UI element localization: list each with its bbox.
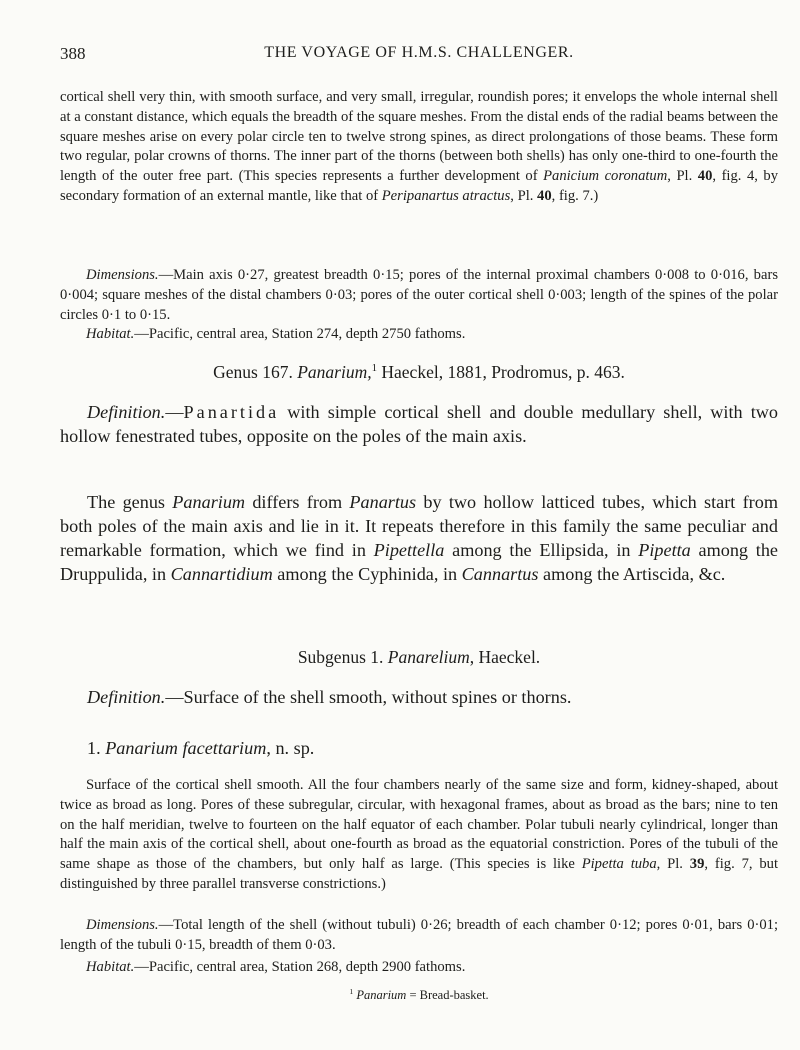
habitat-label: Habitat. [86,326,135,342]
definition-label: Definition. [87,402,166,422]
genus-definition: Definition.—Panartida with simple cortical shell and double medullary shell, with two hollow fenestrated tubes, opposite on the poles of the main axis. [60,402,778,446]
family-name: Panartida [183,402,280,422]
habitat-paragraph: Habitat.—Pacific, central area, Station 274, depth 2750 fathoms. [86,326,466,342]
subgenus-heading: Subgenus 1. Panarelium, Haeckel. [297,647,541,667]
running-title: THE VOYAGE OF H.M.S. CHALLENGER. [264,44,574,61]
species-name: Panarium facettarium [105,738,267,758]
dimensions-paragraph: Dimensions.—Main axis 0·27, greatest breadth 0·15; pores of the internal proximal chambers 0·008 to 0·016, bars 0·004; square meshes of the distal chambers 0·03; pores of the outer cortical shell 0·003; length of the spines of the polar circles 0·1 to 0·15. [60,267,778,323]
definition-label: Definition. [87,687,166,707]
species-description: Surface of the cortical shell smooth. All the four chambers nearly of the same size and form, kidney-shaped, about twice as broad as long. Pores of these subregular, circular, with hexagonal frames, about as broad as the bars; nine to ten on the half meridian, twelve to fourteen on the half equator of each chamber. Polar tubuli nearly cylindrical, longer than half the main axis of the cortical shell, about one-fourth as broad as the equatorial constriction. Pores of the tubuli of the same shape as those of the chambers, but only half as large. (This species is like Pipetta tuba, Pl. 39, fig. 7, but distinguished by three parallel transverse constrictions.) [60,777,779,892]
subgenus-definition: Definition.—Surface of the shell smooth, without spines or thorns. [87,687,572,707]
page-number: 388 [60,44,86,63]
footnote-term: Panarium [356,988,407,1002]
genus-name: Panarium, [297,362,372,382]
genus-discussion: The genus Panarium differs from Panartus by two hollow latticed tubes, which start from both poles of the main axis and lie in it. It repeats therefore in this family the same peculiar and remarkable formation, which we find in Pipettella among the Ellipsida, in Pipetta among the Druppulida, in Cannartidium among the Cyphinida, in Cannartus among the Artiscida, &c. [60,492,778,584]
plate-number: 40 [697,168,713,185]
dimensions-label: Dimensions. [86,267,159,283]
subgenus-name: Panarelium [387,647,470,667]
continuation-paragraph: cortical shell very thin, with smooth surface, and very small, irregular, roundish pores; it envelops the whole internal shell at a constant distance, which equals the breadth of the square meshes. From the distal ends of the radial beams between the square meshes arise on every polar circle ten to twelve strong spines, as direct prolongations of those beams. These form two regular, polar crowns of thorns. The inner part of the thorns (between both shells) has only one-third to one-fourth the length of the outer free part. (This species represents a further development of Panicium coronatum, Pl. 40, fig. 4, by secondary formation of an external mantle, like that of Peripanartus atractus, Pl. 40, fig. 7.) [60,89,779,204]
species-heading: 1. Panarium facettarium, n. sp. [87,738,315,758]
species-name: Panicium coronatum [543,168,668,185]
species-name: Peripanartus atractus [381,187,511,204]
species-name: Pipetta tuba [581,856,657,873]
footnote-ref: 1 [371,362,377,375]
footnote-mark: 1 [349,986,354,996]
plate-number: 40 [537,187,552,204]
genus-heading: Genus 167. Panarium,$^1$ Haeckel, 1881, Prodromus, p. 463. [213,362,625,382]
footnote: $^1$ Panarium = Bread-basket. [349,986,489,1002]
plate-number: 39 [689,856,705,873]
dimensions-paragraph: Dimensions.—Total length of the shell (without tubuli) 0·26; breadth of each chamber 0·12; pores 0·01, bars 0·01; length of the tubuli 0·15, breadth of them 0·03. [60,917,778,953]
habitat-paragraph: Habitat.—Pacific, central area, Station 268, depth 2900 fathoms. [86,959,466,975]
habitat-label: Habitat. [86,959,135,975]
page-header [60,44,778,68]
dimensions-label: Dimensions. [86,917,159,933]
